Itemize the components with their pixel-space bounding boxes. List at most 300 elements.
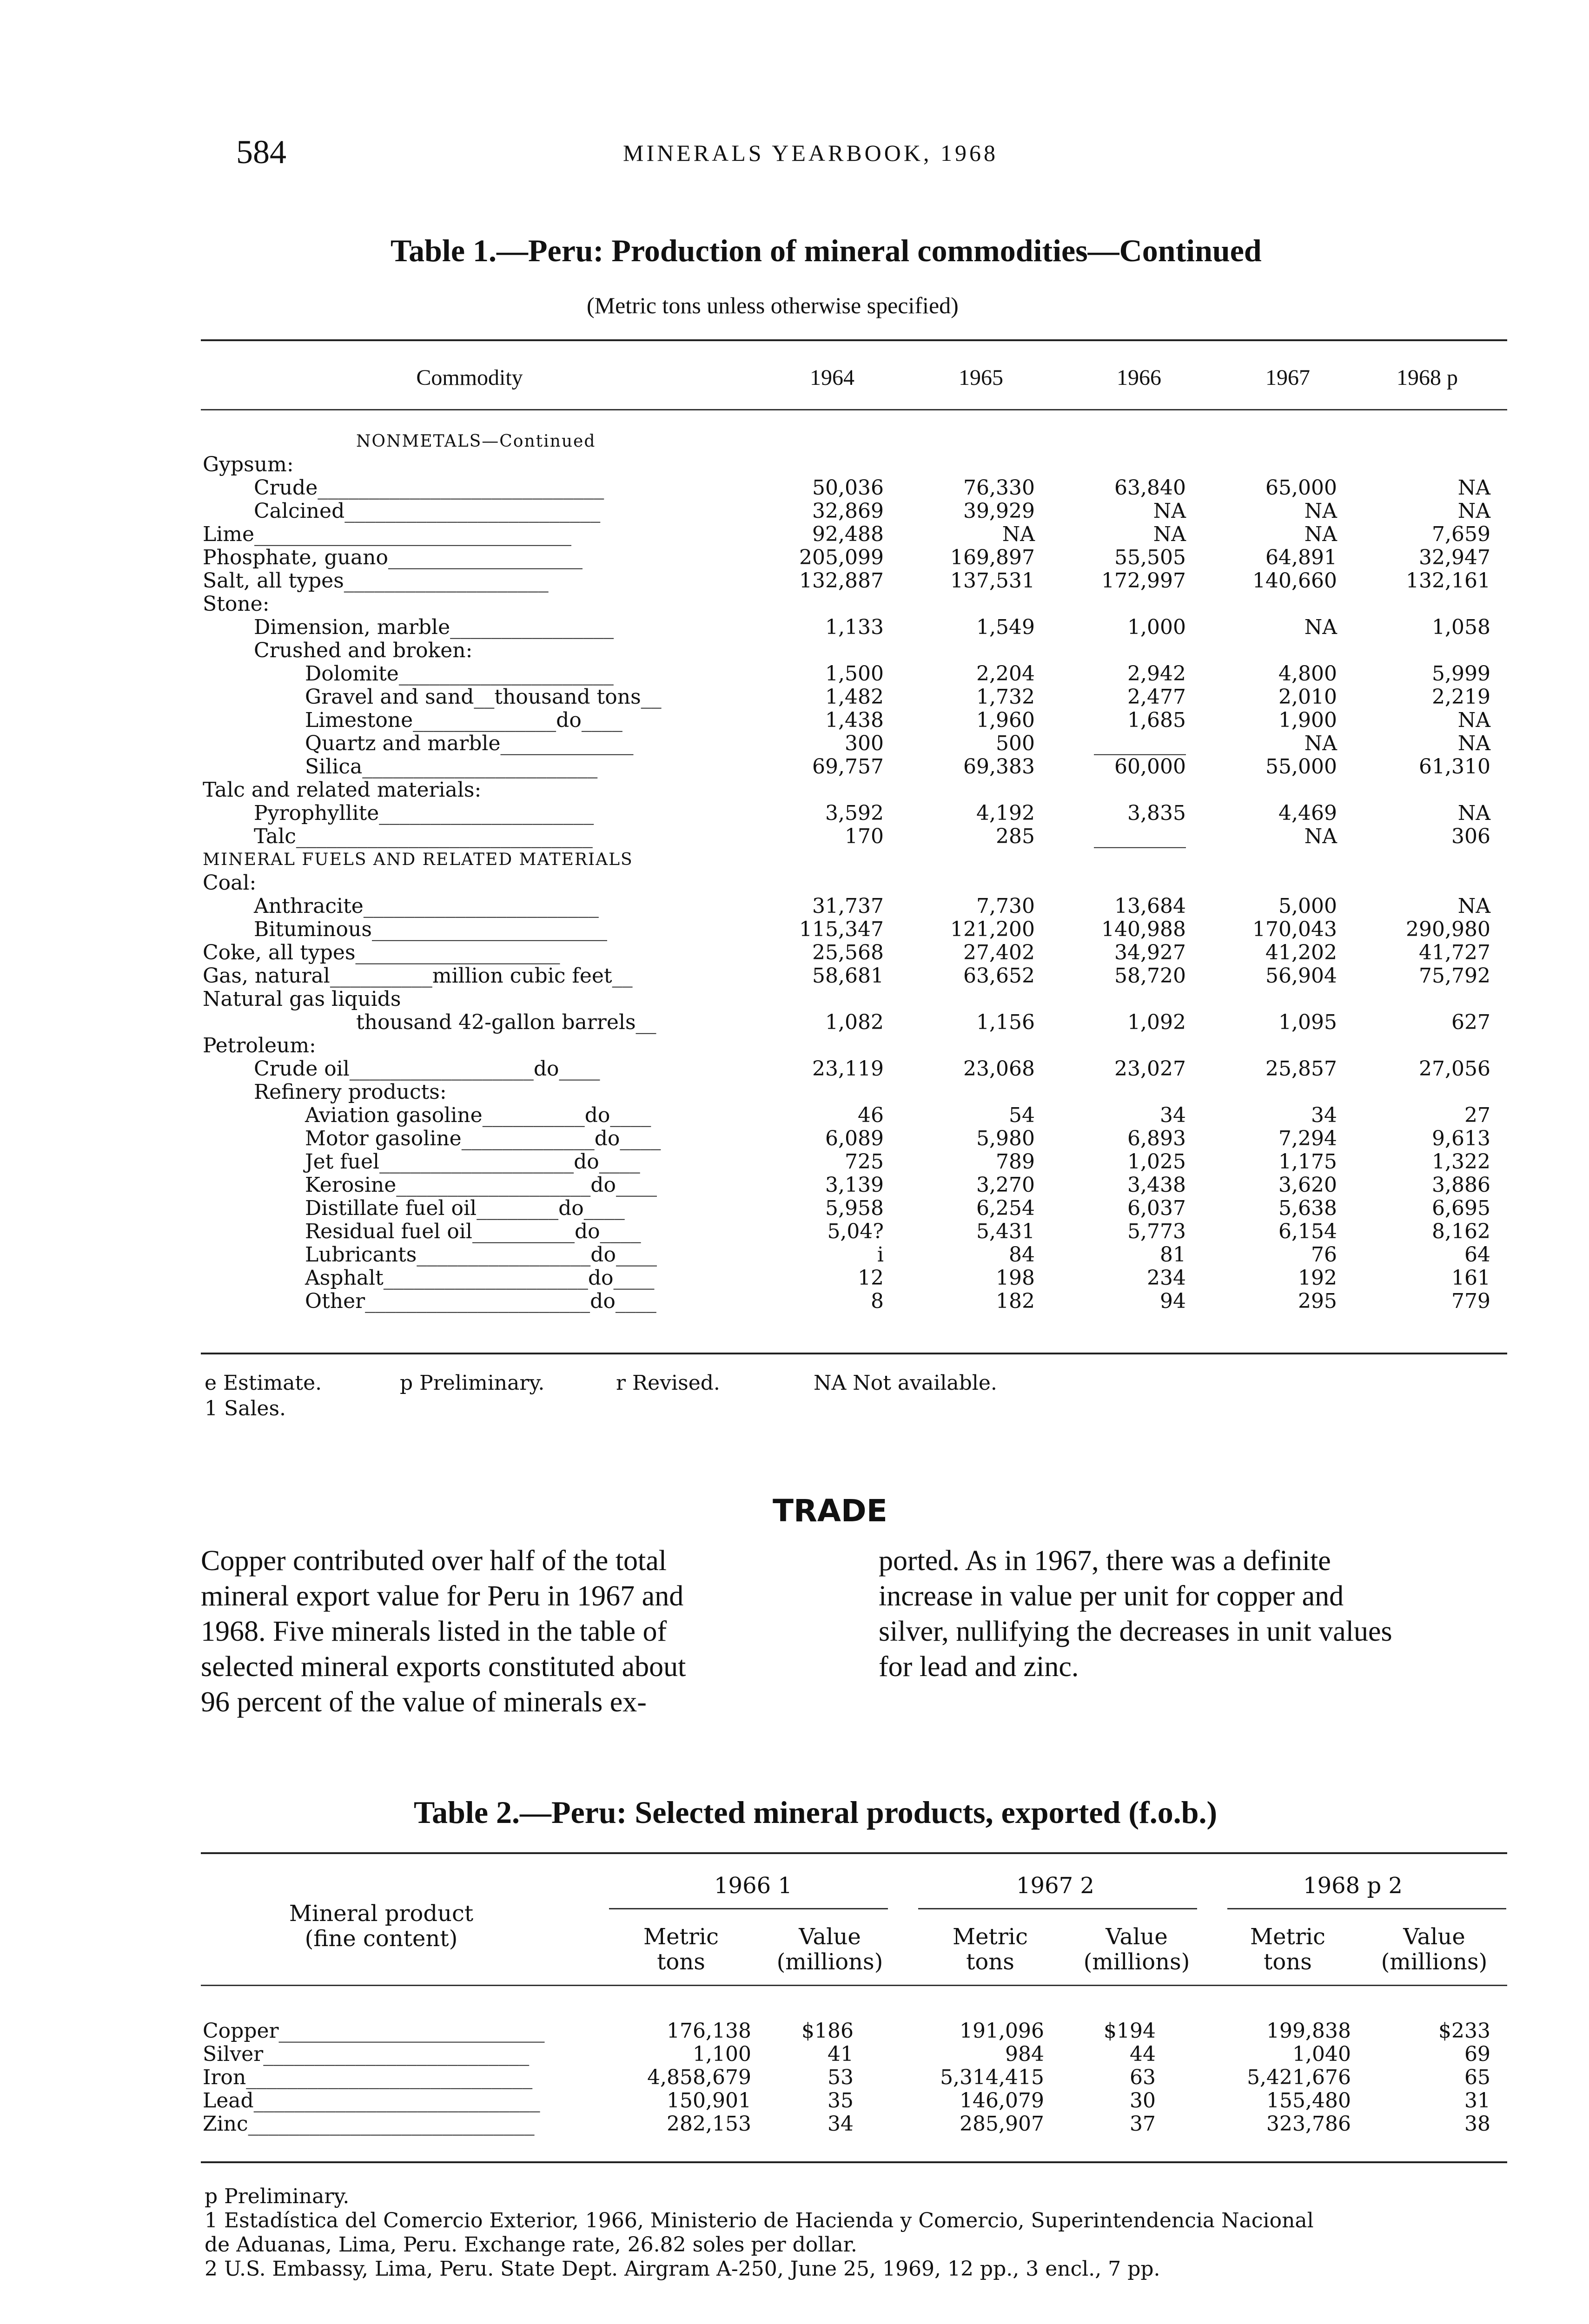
- cell-value: 1,900: [1278, 708, 1337, 732]
- cell-value: [1186, 779, 1337, 802]
- commodity-label: Dolomite_____________________: [305, 662, 614, 686]
- cell-value: 8: [871, 1289, 884, 1313]
- cell-value: 1,482: [825, 685, 884, 709]
- table2-top-rule: [201, 1852, 1507, 1854]
- cell-value: 3,592: [825, 801, 884, 825]
- cell-value: 60,000: [1114, 755, 1186, 779]
- cell-value: NA: [1457, 732, 1490, 755]
- cell-value: 7,659: [1432, 522, 1490, 546]
- cell-value: 41,202: [1265, 941, 1337, 964]
- trade-right-line: ported. As in 1967, there was a definite: [879, 1545, 1331, 1577]
- commodity-label: Natural gas liquids: [203, 987, 401, 1011]
- cell-value: 61,310: [1419, 755, 1490, 779]
- group-header-row: [203, 872, 1490, 895]
- cell-value: [1035, 593, 1186, 616]
- table-row: [203, 802, 1490, 825]
- cell-value: 191,096: [960, 2019, 1044, 2043]
- commodity-label: Silica_______________________: [305, 755, 598, 779]
- cell-value: [884, 593, 1035, 616]
- cell-value: 984: [1005, 2042, 1044, 2066]
- table2-year-rule: [1227, 1908, 1506, 1909]
- table1-top-rule: [201, 339, 1507, 341]
- table-row: [203, 1150, 1490, 1174]
- cell-value: [758, 639, 884, 662]
- table-row: [203, 1243, 1490, 1267]
- cell-value: 1,095: [1278, 1010, 1337, 1034]
- cell-value: [884, 779, 1035, 802]
- cell-value: 1,322: [1432, 1150, 1490, 1174]
- trade-left-line: 96 percent of the value of minerals ex-: [201, 1686, 647, 1718]
- group-header-row: [203, 1034, 1490, 1057]
- cell-value: 69: [1464, 2042, 1490, 2066]
- cell-value: 3,139: [825, 1173, 884, 1197]
- cell-value: 63,840: [1114, 476, 1186, 500]
- cell-value: NA: [1457, 476, 1490, 500]
- cell-value: 323,786: [1266, 2112, 1351, 2136]
- product-label: Silver__________________________: [203, 2042, 530, 2066]
- cell-value: 146,079: [960, 2089, 1044, 2113]
- cell-value: 6,254: [976, 1196, 1035, 1220]
- cell-value: [1035, 1081, 1186, 1104]
- table2-subhead-value: [762, 1924, 897, 1974]
- commodity-label: Limestone______________do____: [305, 708, 622, 732]
- cell-value: 5,421,676: [1247, 2066, 1351, 2089]
- cell-value: 137,531: [950, 569, 1035, 593]
- table1-col-1968p: 1968 p: [1397, 365, 1458, 390]
- cell-value: [884, 848, 1035, 872]
- table1-title: Table 1.—Peru: Production of mineral commodities—Continued: [391, 233, 1262, 268]
- table2-subhead-value: [1367, 1924, 1502, 1974]
- cell-value: 234: [1147, 1266, 1186, 1290]
- trade-paragraph-right: [879, 1543, 1511, 1684]
- table-row: [203, 686, 1490, 709]
- cell-value: 84: [1009, 1243, 1035, 1267]
- cell-value: 300: [845, 732, 884, 755]
- cell-value: 199,838: [1266, 2019, 1351, 2043]
- cell-value: 50,036: [812, 476, 884, 500]
- cell-value: [758, 1034, 884, 1057]
- cell-value: 132,161: [1406, 569, 1490, 593]
- cell-value: [884, 988, 1035, 1011]
- cell-value: [1035, 430, 1186, 453]
- commodity-label: Lime_______________________________: [203, 522, 572, 546]
- cell-value: 13,684: [1114, 894, 1186, 918]
- table-row: [203, 1290, 1490, 1313]
- cell-value: 5,773: [1127, 1220, 1186, 1243]
- table-row: [203, 825, 1490, 848]
- cell-value: 58,681: [812, 964, 884, 988]
- cell-value: 23,027: [1114, 1057, 1186, 1081]
- commodity-label: Lubricants_________________do____: [305, 1243, 657, 1267]
- cell-value: 23,119: [812, 1057, 884, 1081]
- table-row: [203, 895, 1490, 918]
- commodity-label: Gypsum:: [203, 453, 294, 476]
- cell-value: [758, 430, 884, 453]
- product-label: Lead____________________________: [203, 2089, 540, 2113]
- cell-value: NA: [1153, 499, 1186, 523]
- commodity-label: Anthracite_______________________: [254, 894, 599, 918]
- cell-value: 170,043: [1252, 918, 1337, 941]
- cell-value: 63,652: [963, 964, 1035, 988]
- cell-value: 1,732: [976, 685, 1035, 709]
- cell-value: [1337, 1034, 1490, 1057]
- cell-value: [758, 872, 884, 895]
- cell-value: 140,660: [1252, 569, 1337, 593]
- cell-value: 140,988: [1101, 918, 1186, 941]
- cell-value: [1035, 639, 1186, 662]
- cell-value: 2,219: [1432, 685, 1490, 709]
- group-header-row: [203, 779, 1490, 802]
- trade-left-line: Copper contributed over half of the total: [201, 1545, 667, 1577]
- table-row: [203, 2020, 1490, 2043]
- cell-value: [1337, 430, 1490, 453]
- cell-value: 6,154: [1278, 1220, 1337, 1243]
- value-label: Value: [799, 1924, 861, 1950]
- cell-value: NA: [1304, 499, 1337, 523]
- cell-value: 725: [845, 1150, 884, 1174]
- cell-value: 9,613: [1432, 1127, 1490, 1150]
- cell-value: [1186, 430, 1337, 453]
- table-row: [203, 755, 1490, 779]
- group-header-row: [203, 593, 1490, 616]
- group-header-row: [203, 453, 1490, 476]
- commodity-label: Talc and related materials:: [203, 778, 482, 802]
- cell-value: 7,294: [1278, 1127, 1337, 1150]
- cell-value: 1,133: [825, 615, 884, 639]
- commodity-label: Petroleum:: [203, 1034, 316, 1057]
- commodity-label: Pyrophyllite_____________________: [254, 801, 594, 825]
- table1-bottom-rule: [201, 1353, 1507, 1354]
- tons-label: tons: [966, 1949, 1014, 1975]
- cell-value: 69,383: [963, 755, 1035, 779]
- section-header-row: [203, 848, 1490, 872]
- cell-value: [758, 593, 884, 616]
- metric-label: Metric: [1250, 1924, 1326, 1950]
- footnote-estimate: e Estimate.: [205, 1371, 322, 1395]
- cell-value: 27: [1464, 1103, 1490, 1127]
- cell-value: [1035, 779, 1186, 802]
- table-row: [203, 546, 1490, 569]
- cell-value: 115,347: [799, 918, 884, 941]
- cell-value: 1,025: [1127, 1150, 1186, 1174]
- table-row: [203, 2066, 1490, 2089]
- footnote-sales: 1 Sales.: [205, 1397, 286, 1420]
- cell-value: 64: [1464, 1243, 1490, 1267]
- table2-year-1968: 1968 p 2: [1303, 1873, 1403, 1899]
- commodity-label: Refinery products:: [254, 1080, 447, 1104]
- table-row: [203, 500, 1490, 523]
- cell-value: [1337, 779, 1490, 802]
- table1-col-1964: 1964: [810, 365, 854, 390]
- commodity-label: Other______________________do____: [305, 1289, 656, 1313]
- footnote-revised: r Revised.: [616, 1371, 720, 1395]
- cell-value: 282,153: [667, 2112, 751, 2136]
- cell-value: [1186, 453, 1337, 476]
- table1-col-commodity: Commodity: [416, 365, 523, 390]
- cell-value: 3,438: [1127, 1173, 1186, 1197]
- table2-bottom-rule: [201, 2161, 1507, 2163]
- product-label: Copper__________________________: [203, 2019, 545, 2043]
- cell-value: 92,488: [812, 522, 884, 546]
- commodity-label: Dimension, marble________________: [254, 615, 614, 639]
- cell-value: 6,089: [825, 1127, 884, 1150]
- table1-col-1966: 1966: [1117, 365, 1161, 390]
- cell-value: [1186, 1081, 1337, 1104]
- table-row: [203, 523, 1490, 546]
- cell-value: 41: [828, 2042, 854, 2066]
- cell-value: 5,638: [1278, 1196, 1337, 1220]
- commodity-label: Calcined_________________________: [254, 499, 601, 523]
- cell-value: [1035, 872, 1186, 895]
- cell-value: 2,477: [1127, 685, 1186, 709]
- table1-header-rule: [201, 409, 1507, 410]
- cell-value: [1337, 1081, 1490, 1104]
- cell-value: [1186, 988, 1337, 1011]
- table-row: [203, 662, 1490, 686]
- cell-value: 500: [996, 732, 1035, 755]
- metric-label: Metric: [952, 1924, 1028, 1950]
- cell-value: 205,099: [799, 546, 884, 569]
- cell-value: [1035, 1034, 1186, 1057]
- cell-value: 1,960: [976, 708, 1035, 732]
- product-label: Iron____________________________: [203, 2066, 533, 2089]
- commodity-label: Crude oil__________________do____: [254, 1057, 600, 1081]
- cell-value: 25,857: [1265, 1057, 1337, 1081]
- table2-title: Table 2.—Peru: Selected mineral products, exported (f.o.b.): [414, 1795, 1218, 1830]
- cell-value: $194: [1104, 2019, 1156, 2043]
- cell-value: 1,438: [825, 708, 884, 732]
- trade-left-line: selected mineral exports constituted about: [201, 1651, 686, 1683]
- table2-subhead-metric: [930, 1924, 1051, 1974]
- cell-value: 76,330: [963, 476, 1035, 500]
- cell-value: [884, 639, 1035, 662]
- cell-value: NA: [1304, 825, 1337, 848]
- running-head: MINERALS YEARBOOK, 1968: [623, 140, 998, 166]
- cell-value: 1,549: [976, 615, 1035, 639]
- cell-value: 6,037: [1127, 1196, 1186, 1220]
- cell-value: 4,858,679: [647, 2066, 751, 2089]
- cell-value: [758, 779, 884, 802]
- commodity-label: Aviation gasoline__________do____: [305, 1103, 651, 1127]
- cell-value: i: [877, 1243, 884, 1267]
- cell-value: NA: [1304, 732, 1337, 755]
- table1-col-1967: 1967: [1265, 365, 1310, 390]
- cell-value: 290,980: [1406, 918, 1490, 941]
- table-row: [203, 1197, 1490, 1220]
- cell-value: 56,904: [1265, 964, 1337, 988]
- cell-value: [1337, 639, 1490, 662]
- cell-value: 1,685: [1127, 708, 1186, 732]
- cell-value: 39,929: [963, 499, 1035, 523]
- cell-value: 2,204: [976, 662, 1035, 686]
- table2-footnote: 1 Estadística del Comercio Exterior, 1966, Ministerio de Hacienda y Comercio, Superintendencia Nacional: [205, 2209, 1314, 2232]
- cell-value: 3,835: [1127, 801, 1186, 825]
- table-row: [203, 918, 1490, 941]
- cell-value: 76: [1311, 1243, 1337, 1267]
- cell-value: 23,068: [963, 1057, 1035, 1081]
- cell-value: 65,000: [1265, 476, 1337, 500]
- cell-value: 63: [1130, 2066, 1156, 2089]
- table-row: [203, 964, 1490, 988]
- cell-value: _________: [1094, 732, 1186, 755]
- cell-value: 37: [1130, 2112, 1156, 2136]
- cell-value: 295: [1298, 1289, 1337, 1313]
- table1-body: [203, 430, 1490, 1313]
- commodity-label: Coal:: [203, 871, 257, 895]
- table-row: [203, 569, 1490, 593]
- table-row: [203, 1057, 1490, 1081]
- trade-right-line: increase in value per unit for copper and: [879, 1580, 1344, 1612]
- cell-value: _________: [1094, 825, 1186, 848]
- cell-value: 1,082: [825, 1010, 884, 1034]
- trade-left-line: 1968. Five minerals listed in the table of: [201, 1616, 667, 1647]
- cell-value: 5,431: [976, 1220, 1035, 1243]
- table-row: [203, 709, 1490, 732]
- group-header-row: [203, 639, 1490, 662]
- commodity-label: Bituminous_______________________: [254, 918, 607, 941]
- table1-subtitle: (Metric tons unless otherwise specified): [587, 292, 959, 318]
- table2-product-line1: Mineral product: [289, 1901, 474, 1927]
- millions-label: (millions): [1083, 1949, 1190, 1975]
- millions-label: (millions): [776, 1949, 883, 1975]
- table-row: [203, 1220, 1490, 1243]
- commodity-label: Stone:: [203, 592, 270, 616]
- cell-value: [884, 1081, 1035, 1104]
- cell-value: 55,000: [1265, 755, 1337, 779]
- cell-value: 198: [996, 1266, 1035, 1290]
- commodity-label: Asphalt____________________do____: [305, 1266, 655, 1290]
- cell-value: [1035, 988, 1186, 1011]
- commodity-label: Distillate fuel oil________do____: [305, 1196, 625, 1220]
- section-header-row: [203, 430, 1490, 453]
- cell-value: [758, 453, 884, 476]
- table2-year-rule: [918, 1908, 1197, 1909]
- table-row: [203, 1011, 1490, 1034]
- trade-heading: TRADE: [773, 1493, 887, 1529]
- cell-value: 2,942: [1127, 662, 1186, 686]
- cell-value: [1186, 593, 1337, 616]
- group-header-row: [203, 1081, 1490, 1104]
- cell-value: 155,480: [1266, 2089, 1351, 2113]
- cell-value: 5,980: [976, 1127, 1035, 1150]
- cell-value: 94: [1160, 1289, 1186, 1313]
- commodity-label: Salt, all types____________________: [203, 569, 549, 593]
- cell-value: 4,192: [976, 801, 1035, 825]
- cell-value: 64,891: [1265, 546, 1337, 569]
- cell-value: 31: [1464, 2089, 1490, 2113]
- table-row: [203, 616, 1490, 639]
- table2-year-1967: 1967 2: [1016, 1873, 1094, 1899]
- cell-value: 30: [1130, 2089, 1156, 2113]
- cell-value: 1,058: [1432, 615, 1490, 639]
- cell-value: NA: [1153, 522, 1186, 546]
- table-row: [203, 1127, 1490, 1150]
- cell-value: 7,730: [976, 894, 1035, 918]
- cell-value: NA: [1304, 522, 1337, 546]
- table-row: [203, 732, 1490, 755]
- commodity-label: Crude____________________________: [254, 476, 604, 500]
- cell-value: 1,175: [1278, 1150, 1337, 1174]
- table-row: [203, 941, 1490, 964]
- cell-value: NA: [1457, 499, 1490, 523]
- cell-value: 1,040: [1292, 2042, 1351, 2066]
- cell-value: 285: [996, 825, 1035, 848]
- commodity-label: Residual fuel oil__________do____: [305, 1220, 641, 1243]
- group-header-row: [203, 988, 1490, 1011]
- cell-value: 176,138: [667, 2019, 751, 2043]
- commodity-label: Gravel and sand__thousand tons__: [305, 685, 662, 709]
- cell-value: 1,092: [1127, 1010, 1186, 1034]
- value-label: Value: [1403, 1924, 1465, 1950]
- commodity-label: Phosphate, guano___________________: [203, 546, 583, 569]
- cell-value: [1035, 453, 1186, 476]
- cell-value: 150,901: [667, 2089, 751, 2113]
- cell-value: 27,056: [1419, 1057, 1490, 1081]
- table-row: [203, 476, 1490, 500]
- cell-value: [758, 848, 884, 872]
- cell-value: [1337, 593, 1490, 616]
- cell-value: 34: [1311, 1103, 1337, 1127]
- cell-value: [1186, 639, 1337, 662]
- table2-footnote: de Aduanas, Lima, Peru. Exchange rate, 26.82 soles per dollar.: [205, 2233, 857, 2257]
- table-row: [203, 2113, 1490, 2136]
- cell-value: 169,897: [950, 546, 1035, 569]
- commodity-label: Quartz and marble_____________: [305, 732, 634, 755]
- cell-value: 46: [858, 1103, 884, 1127]
- cell-value: NA: [1457, 801, 1490, 825]
- cell-value: 32,947: [1419, 546, 1490, 569]
- cell-value: 779: [1451, 1289, 1490, 1313]
- cell-value: 5,958: [825, 1196, 884, 1220]
- cell-value: [1035, 848, 1186, 872]
- cell-value: NA: [1304, 615, 1337, 639]
- cell-value: [884, 430, 1035, 453]
- commodity-label: Gas, natural__________million cubic feet__: [203, 964, 633, 988]
- cell-value: 34: [828, 2112, 854, 2136]
- cell-value: 6,893: [1127, 1127, 1186, 1150]
- cell-value: 44: [1130, 2042, 1156, 2066]
- cell-value: 5,000: [1278, 894, 1337, 918]
- footnote-preliminary: p Preliminary.: [400, 1371, 545, 1395]
- commodity-label: Talc_____________________________: [254, 825, 593, 848]
- commodity-label: Motor gasoline_____________do____: [305, 1127, 661, 1150]
- cell-value: 121,200: [950, 918, 1035, 941]
- table2-subhead-value: [1069, 1924, 1204, 1974]
- cell-value: [1337, 848, 1490, 872]
- cell-value: 27,402: [963, 941, 1035, 964]
- footnote-na: NA Not available.: [814, 1371, 997, 1395]
- trade-paragraph-left: [201, 1543, 833, 1720]
- cell-value: [1337, 453, 1490, 476]
- cell-value: 3,620: [1278, 1173, 1337, 1197]
- cell-value: 12: [858, 1266, 884, 1290]
- cell-value: 25,568: [812, 941, 884, 964]
- cell-value: 172,997: [1101, 569, 1186, 593]
- cell-value: 34: [1160, 1103, 1186, 1127]
- cell-value: NA: [1457, 894, 1490, 918]
- table2-footnote: p Preliminary.: [205, 2185, 350, 2208]
- cell-value: [1337, 988, 1490, 1011]
- trade-right-line: silver, nullifying the decreases in unit values: [879, 1616, 1392, 1647]
- table1-col-1965: 1965: [959, 365, 1003, 390]
- cell-value: 4,469: [1278, 801, 1337, 825]
- cell-value: 306: [1451, 825, 1490, 848]
- cell-value: 38: [1464, 2112, 1490, 2136]
- commodity-label: Crushed and broken:: [254, 639, 473, 662]
- product-label: Zinc____________________________: [203, 2112, 535, 2136]
- table-row: [203, 1267, 1490, 1290]
- cell-value: [758, 988, 884, 1011]
